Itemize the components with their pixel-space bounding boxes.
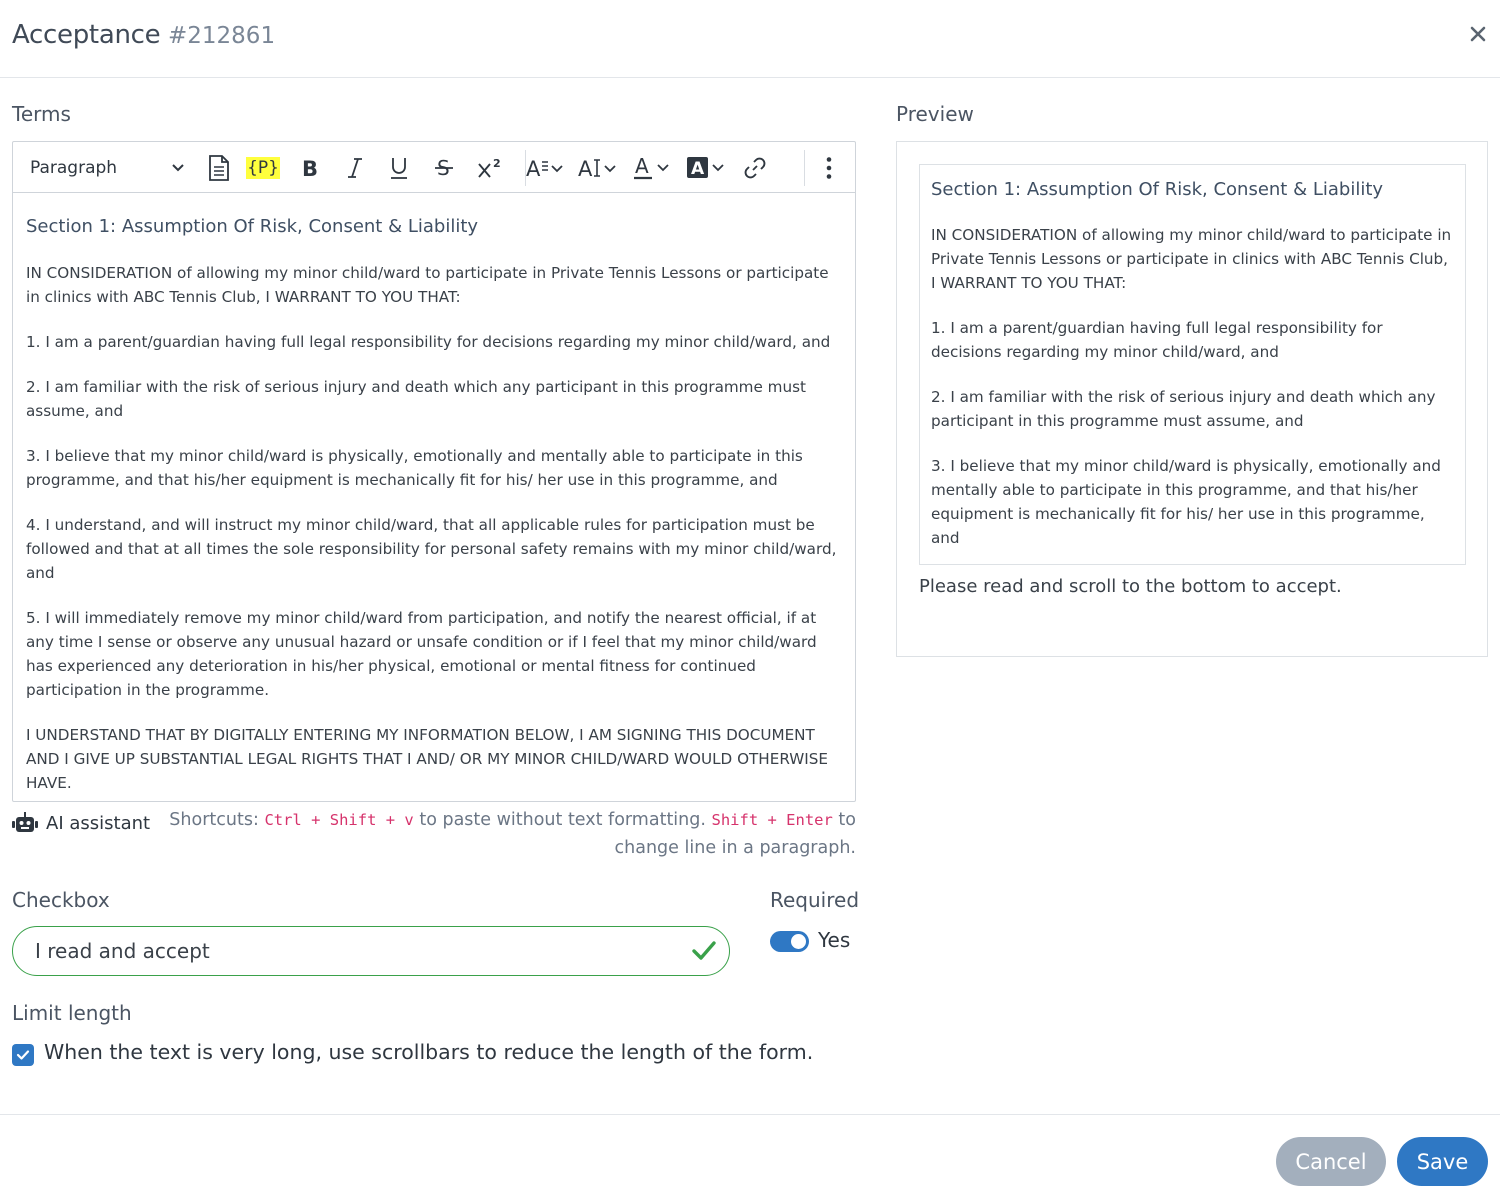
dialog-header (0, 0, 1500, 78)
paste-shortcut-keys: Ctrl + Shift + v (264, 811, 414, 829)
document-icon[interactable] (205, 151, 233, 185)
terms-editor[interactable] (12, 141, 856, 802)
limit-length-option: When the text is very long, use scrollbars to reduce the length of the form. (44, 1040, 814, 1064)
editor-content[interactable] (13, 194, 855, 801)
cancel-button[interactable]: Cancel (1276, 1137, 1386, 1186)
block-format-value: Paragraph (30, 158, 118, 178)
terms-paragraph: IN CONSIDERATION of allowing my minor child/ward to participate in Private Tennis Lessons or participate in clinics with ABC Tennis Club, I WARRANT TO YOU THAT: (26, 264, 829, 306)
terms-paragraph: 3. I believe that my minor child/ward is physically, emotionally and mentally able to participate in this programme, and that his/her equipment is mechanically fit for his/ her use in this programme, and (26, 447, 803, 489)
terms-paragraph: 5. I will immediately remove my minor child/ward from participation, and notify the nearest official, if at any time I sense or observe any unusual hazard or unsafe condition or if I feel that my minor child/ward has experienced any deterioration in his/her physical, emotional or mental fitness for continued participation in the programme. (26, 609, 817, 699)
chevron-down-icon (171, 163, 185, 173)
svg-text:A: A (691, 159, 705, 179)
checkbox-text-input[interactable] (12, 926, 730, 976)
svg-text:S: S (437, 156, 450, 180)
svg-text:2: 2 (493, 157, 501, 170)
svg-text:B: B (302, 157, 319, 179)
block-format-select[interactable] (19, 151, 191, 185)
save-button[interactable]: Save (1397, 1137, 1488, 1186)
record-id: #212861 (168, 23, 276, 49)
required-label: Required (770, 888, 860, 912)
preview-scroll-area[interactable] (919, 164, 1466, 565)
required-toggle[interactable] (770, 931, 809, 952)
preview-label: Preview (896, 102, 974, 126)
svg-text:A: A (578, 157, 593, 180)
limit-length-label: Limit length (12, 1001, 132, 1025)
underline-icon[interactable] (386, 151, 412, 185)
placeholder-button[interactable] (248, 151, 278, 185)
preview-paragraph: 3. I believe that my minor child/ward is physically, emotionally and mentally able to participate in this programme, and that his/her equipment is mechanically fit for his/ her use in this programme, and (931, 457, 1441, 547)
more-options-icon[interactable] (817, 151, 841, 185)
section-title: Section 1: Assumption Of Risk, Consent & Liability (26, 216, 479, 237)
ai-assistant-label: AI assistant (46, 812, 151, 834)
close-icon[interactable] (1464, 20, 1492, 48)
shortcuts-prefix: Shortcuts: (169, 810, 259, 830)
dialog-title: Acceptance (12, 20, 161, 50)
preview-paragraph: 1. I am a parent/guardian having full legal responsibility for decisions regarding my minor child/ward, and (931, 319, 1383, 361)
newline-shortcut-desc: to change line in a paragraph. (614, 810, 856, 858)
preview-section-title: Section 1: Assumption Of Risk, Consent & Liability (931, 179, 1384, 200)
newline-shortcut-keys: Shift + Enter (711, 811, 833, 829)
terms-paragraph: 1. I am a parent/guardian having full legal responsibility for decisions regarding my minor child/ward, and (26, 333, 831, 351)
bold-icon[interactable] (296, 151, 324, 185)
font-family-icon[interactable] (526, 151, 566, 185)
strikethrough-icon[interactable] (431, 151, 457, 185)
font-size-icon[interactable] (578, 151, 620, 185)
superscript-icon[interactable] (475, 151, 505, 185)
preview-hint: Please read and scroll to the bottom to accept. (919, 576, 1342, 597)
terms-label: Terms (12, 102, 71, 126)
italic-icon[interactable] (342, 151, 368, 185)
terms-paragraph: 2. I am familiar with the risk of serious injury and death which any participant in this programme must assume, and (26, 378, 806, 420)
preview-paragraph: IN CONSIDERATION of allowing my minor child/ward to participate in Private Tennis Lessons or participate in clinics with ABC Tennis Club, I WARRANT TO YOU THAT: (931, 226, 1452, 292)
limit-length-checkbox[interactable] (12, 1044, 34, 1066)
required-toggle-value: Yes (818, 928, 851, 952)
link-icon[interactable] (741, 151, 769, 185)
toolbar-divider (804, 150, 805, 186)
editor-toolbar (13, 142, 855, 193)
preview-panel (896, 141, 1488, 657)
placeholder-tag: {P} (247, 158, 279, 178)
terms-paragraph: I UNDERSTAND THAT BY DIGITALLY ENTERING MY INFORMATION BELOW, I AM SIGNING THIS DOCUMENT AND I GIVE UP SUBSTANTIAL LEGAL RIGHTS THAT I AND/ OR MY MINOR CHILD/WARD WOULD OTHERWISE HAVE. (26, 726, 828, 792)
robot-icon (12, 812, 38, 834)
highlight-color-icon[interactable] (686, 151, 728, 185)
ai-assistant-button[interactable] (12, 812, 150, 834)
terms-paragraph: 4. I understand, and will instruct my minor child/ward, that all applicable rules for participation must be followed and that at all times the sole responsibility for personal safety remains with my minor child/ward, and (26, 516, 837, 582)
valid-check-icon (691, 938, 717, 964)
toggle-knob (791, 934, 806, 949)
dialog-footer (0, 1114, 1500, 1198)
preview-paragraph: 2. I am familiar with the risk of serious injury and death which any participant in this programme must assume, and (931, 388, 1436, 430)
paste-shortcut-desc: to paste without text formatting. (419, 810, 706, 830)
text-color-icon[interactable] (633, 151, 673, 185)
svg-text:A: A (526, 157, 541, 180)
shortcuts-hint (160, 806, 856, 862)
svg-text:A: A (635, 155, 649, 178)
checkmark-icon (12, 1044, 34, 1066)
checkbox-text-value: I read and accept (35, 939, 210, 963)
checkbox-field-label: Checkbox (12, 888, 110, 912)
